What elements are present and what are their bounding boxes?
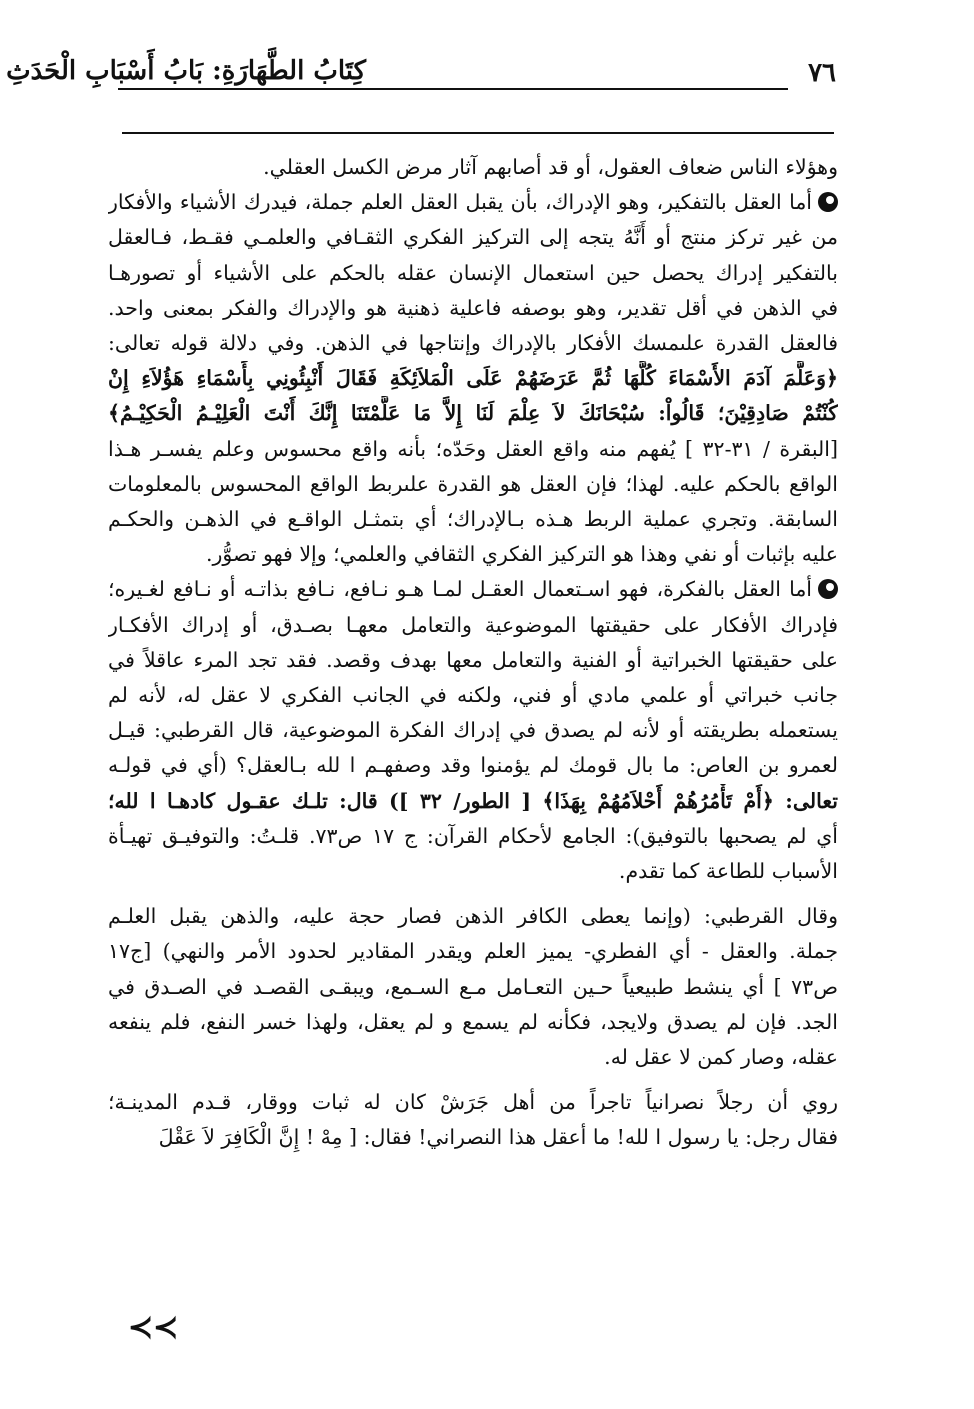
continuation-mark: ≺≺ bbox=[128, 1310, 179, 1345]
header-underline bbox=[118, 88, 788, 90]
text-line: ص٧٣ ] أي ينشط طبيعياً حـين التعـامل مـع السـمع، ويبقـى القصـد في الصـدق في bbox=[108, 974, 838, 999]
text-line: الواقع بالحكم عليه. لهذا؛ فإن العقل هو القدرة علىربط الواقع المحسوس بالمعلومات bbox=[108, 471, 838, 496]
paragraph-gap bbox=[108, 889, 838, 899]
text-line: ﴿وَعَلَّمَ آدَمَ الأَسْمَاءَ كُلَّهَا ثُمَّ عَرَضَهُمْ عَلَى الْمَلاَئِكَةِ فَقَالَ أَنْبِئُونِي بِأَسْمَاءِ هَؤُلاَءِ إِنْ bbox=[108, 366, 838, 391]
text-line: روي أن رجلاً نصرانياً تاجراً من أهل جَرَشْ كان له ثبات ووقار، قـدم المدينـة؛ bbox=[108, 1090, 838, 1115]
bullet-icon bbox=[818, 579, 838, 599]
paragraph bbox=[108, 1085, 838, 1155]
text-line: كُنْتُمْ صَادِقِيْنَ؛ قَالُواْ: سُبْحَانَكَ لاَ عِلْمَ لَنَا إِلاَّ مَا عَلَّمْتَنَا إِنَّكَ أَنْتَ الْعَلِيْـمُ الْحَكِيْـمُ﴾ bbox=[108, 401, 838, 426]
text-line: فقال رجل: يا رسول ا لله! ما أعقل هذا النصراني! فقال: [ مِهْ ! إِنَّ الْكَافِرَ لاَ عَقْلَ bbox=[158, 1125, 838, 1150]
text-line: جملة. والعقل - أي الفطري- يميز العلم ويقدر المقادير لحدود الأمر والنهي) [ج١٧ bbox=[108, 939, 838, 964]
text-line: بالتفكير إدراك يحصل حين استعمال الإنسان عقله بالحكم على الأشياء أو تصورهـا bbox=[108, 260, 838, 285]
text-line: وهؤلاء الناس ضعاف العقول، أو قد أصابهم آثار مرض الكسل العقلي. bbox=[263, 155, 838, 179]
text-line bbox=[108, 572, 838, 607]
text-line: السابقة. وتجري عملية الربط هـذه بـالإدراك؛ أي بتمثـل الواقـع في الذهـن والحكـم bbox=[108, 507, 838, 532]
text-line: وقال القرطبي: (وإنما يعطى الكافر الذهن فصار حجة عليه، والذهن يقبل العلـم bbox=[108, 904, 838, 929]
text-line: من غير تركز منتج أو أَنَّهُ يتجه إلى التركيز الفكري الثقـافي والعلمـي فقـط، فـالعقل bbox=[108, 225, 838, 250]
running-title: كِتَابُ الطَّهَارَةِ: بَابُ أَسْبَابِ الْحَدَثِ bbox=[6, 56, 366, 86]
paragraph-gap bbox=[108, 1075, 838, 1085]
text-line: تعالى: ﴿أَمْ تَأْمُرُهُمْ أَحْلاَمُهُمْ بِهَذَا﴾ [ الطور/ ٣٢ ]) قال: تلـك عقـول كادهـا ا لله؛ bbox=[108, 788, 838, 813]
text-line: أي لم يصحبها بالتوفيق): الجامع لأحكام القرآن: ج ١٧ ص٧٣. قلـتُ: والتوفيـق تهيـأة bbox=[108, 823, 838, 848]
text-line: لعمرو بن العاص: ما بال قومك لم يؤمنوا وقد وصفهـم ا لله بـالعقل؟ (أي في قولـه bbox=[108, 753, 838, 778]
page-header bbox=[6, 52, 836, 96]
text-line: جانب خبراتي أو علمي مادي أو فني، ولكنه في الجانب الفكري لا عقل له، لأنه لم bbox=[108, 683, 838, 708]
paragraph bbox=[108, 150, 838, 185]
text-line bbox=[108, 185, 838, 220]
text-line: الأسباب للطاعة كما تقدم. bbox=[618, 859, 838, 884]
text-line: فالعقل القدرة علىمسك الأفكار بالإدراك وإنتاجها في الذهن. وفي دلالة قوله تعالى: bbox=[108, 331, 838, 356]
text-run: أما العقل بالفكرة، فهو اسـتعمال العقـل لمـا هـو نـافع، نـافع بذاتـه أو نـافع لغـيره؛ bbox=[108, 577, 812, 602]
paragraph bbox=[108, 899, 838, 1075]
paragraph bbox=[108, 572, 838, 889]
text-line: على حقيقتها الخبراتية أو الفنية والتعامل معها بهدف وقصد. فقد تجد المرء عاقلاً في bbox=[108, 647, 838, 672]
text-line: عقله، وصار كمن لا عقل له. bbox=[604, 1045, 838, 1070]
text-line: [البقرة / ٣١-٣٢ ] يُفهم منه واقع العقل وحَدّه؛ بأنه واقع محسوس وعلم يفسـر هـذا bbox=[108, 436, 838, 461]
text-line: عليه بإثبات أو نفي وهذا هو التركيز الفكري الثقافي والعلمي؛ وإلا فهو تصوُّر. bbox=[205, 542, 838, 567]
text-line: في الذهن في أقل تقدير، وهو بوصفه فاعلية ذهنية هو والإدراك والفكر بمعنى واحد. bbox=[108, 295, 838, 320]
text-line: فإدراك الأفكار على حقيقتها الموضوعية والتعامل معهـا بصـدق، أو إدراك الأفكـار bbox=[108, 612, 838, 637]
text-line: الجد. فإن لم يصدق ولايجد، فكأنه لم يسمع و لم يعقل، ولهذا خسر النفع، فلم ينفعه bbox=[108, 1009, 838, 1034]
page-number: ٧٦ bbox=[808, 58, 836, 88]
header-rule bbox=[122, 132, 834, 134]
paragraph bbox=[108, 185, 838, 572]
bullet-icon bbox=[818, 192, 838, 212]
page-body bbox=[108, 150, 838, 1156]
text-run: أما العقل بالتفكير، وهو الإدراك، بأن يقبل العقل العلم جملة، فيدرك الأشياء والأفكار bbox=[108, 190, 812, 215]
text-line: يستعمله بطريقته أو لأنه لم يصدق في إدراك الفكرة الموضوعية، قال القرطبي: قيـل bbox=[108, 718, 838, 743]
